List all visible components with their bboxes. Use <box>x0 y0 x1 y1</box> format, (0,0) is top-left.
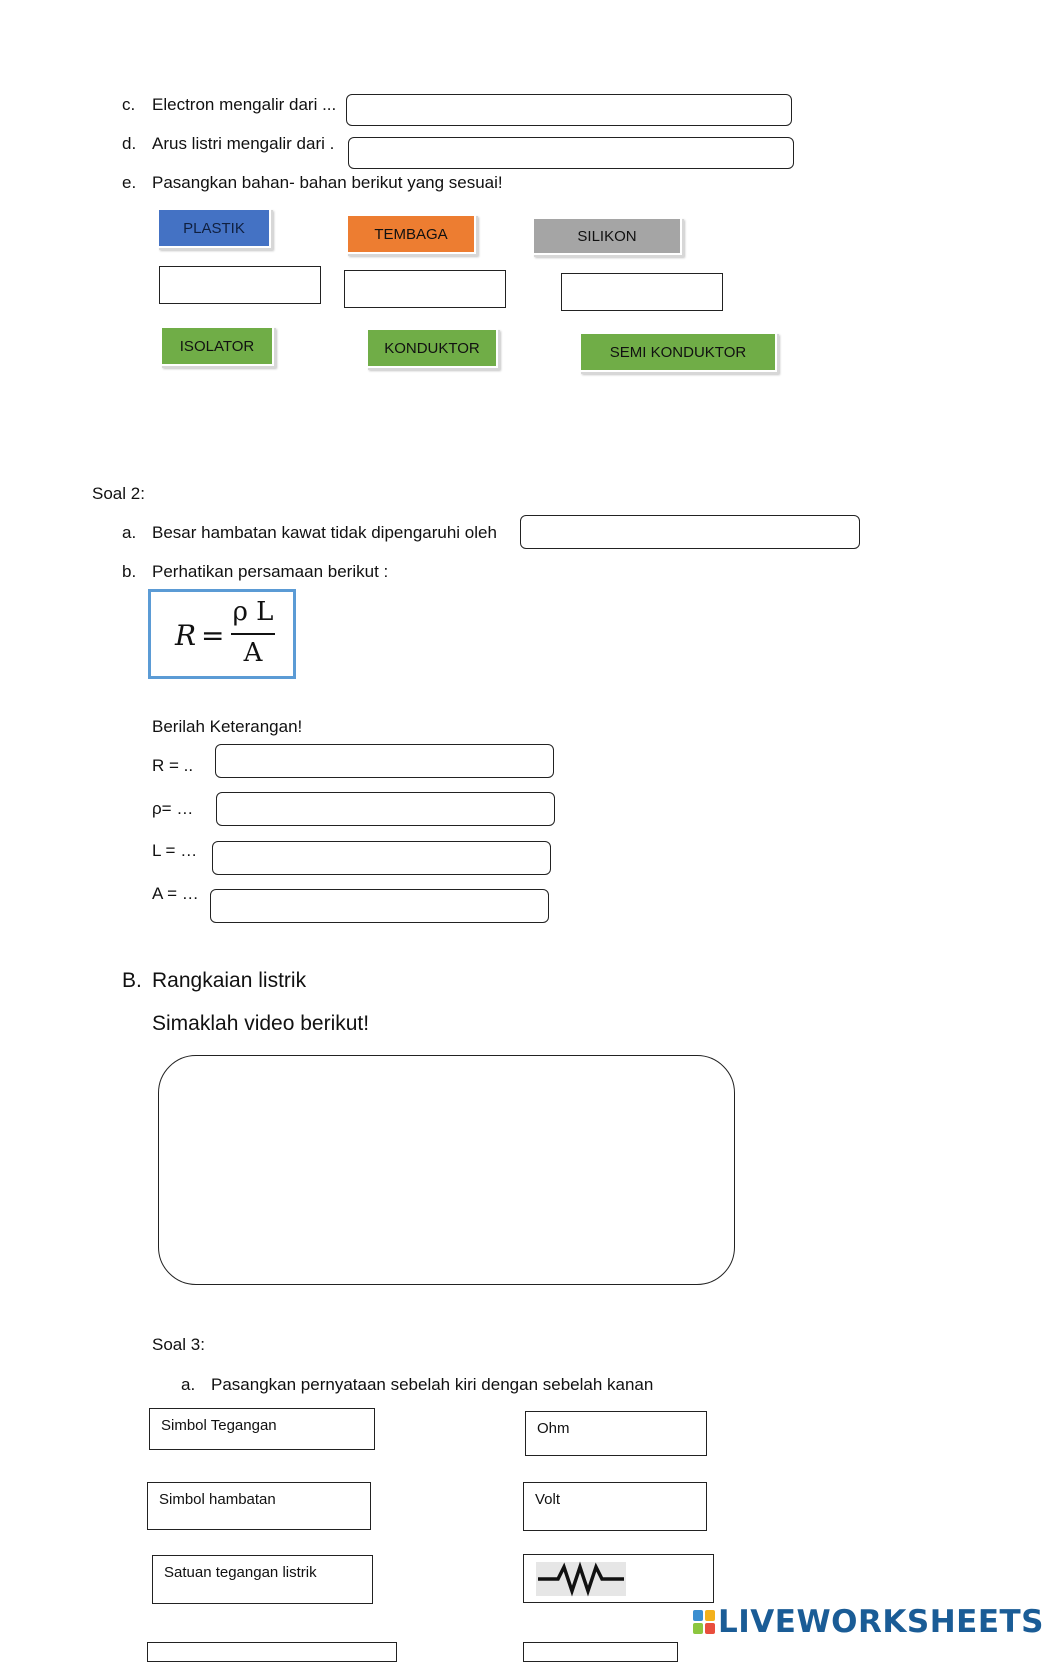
match-right-item-symbol[interactable] <box>523 1554 714 1603</box>
formula-denominator: A <box>243 638 263 668</box>
resistor-symbol-icon <box>536 1562 626 1596</box>
soal2-a-text: Besar hambatan kawat tidak dipengaruhi oleh <box>152 523 497 542</box>
soal3-a-marker: a. <box>181 1375 196 1394</box>
category-chip-semi-konduktor[interactable]: SEMI KONDUKTOR <box>579 332 777 372</box>
liveworksheets-logo-text: LIVEWORKSHEETS <box>718 1604 1044 1640</box>
soal2-a-marker: a. <box>122 523 137 542</box>
keterangan-label-a: A = … <box>152 884 199 903</box>
keterangan-label-l: L = … <box>152 841 198 860</box>
match-left-item[interactable] <box>147 1482 371 1530</box>
liveworksheets-logo <box>692 1604 1044 1640</box>
q-d-text: Arus listri mengalir dari . <box>152 134 335 153</box>
formula-lhs: R <box>175 619 197 652</box>
match-right-label: Volt <box>535 1491 561 1508</box>
keterangan-rho-input[interactable] <box>216 792 555 826</box>
match-right-item-partial[interactable] <box>523 1642 678 1662</box>
section-b-title: Rangkaian listrik <box>152 969 307 992</box>
soal3-title: Soal 3: <box>152 1335 205 1354</box>
q-c-marker: c. <box>122 95 136 114</box>
soal2-title: Soal 2: <box>92 484 145 503</box>
q-c-answer-input[interactable] <box>346 94 792 126</box>
match-left-item-partial[interactable] <box>147 1642 397 1662</box>
match-drop-box-1[interactable] <box>159 266 321 304</box>
soal3-a-text: Pasangkan pernyataan sebelah kiri dengan sebelah kanan <box>211 1375 654 1394</box>
category-chip-isolator[interactable]: ISOLATOR <box>160 326 274 366</box>
keterangan-label-rho: ρ= … <box>152 799 194 818</box>
formula-fraction-bar <box>231 633 275 635</box>
keterangan-label-r: R = .. <box>152 756 194 775</box>
keterangan-a-input[interactable] <box>210 889 549 923</box>
q-c-text: Electron mengalir dari ... <box>152 95 337 114</box>
section-b-marker: B. <box>122 969 142 992</box>
q-d-marker: d. <box>122 134 137 153</box>
match-left-label: Satuan tegangan listrik <box>164 1564 317 1581</box>
match-left-label: Simbol Tegangan <box>161 1417 277 1434</box>
formula-equals: = <box>201 619 225 652</box>
q-d-answer-input[interactable] <box>348 137 794 169</box>
match-left-item[interactable] <box>149 1408 375 1450</box>
match-right-item[interactable] <box>525 1411 707 1456</box>
category-chip-konduktor[interactable]: KONDUKTOR <box>366 328 498 368</box>
material-chip-plastik[interactable]: PLASTIK <box>157 208 271 248</box>
match-right-label: Ohm <box>537 1420 570 1437</box>
keterangan-title: Berilah Keterangan! <box>152 717 303 736</box>
formula-numerator: ρ L <box>232 597 274 627</box>
video-player-frame[interactable] <box>158 1055 735 1285</box>
material-chip-silikon[interactable]: SILIKON <box>532 217 682 255</box>
match-drop-box-2[interactable] <box>344 270 506 308</box>
match-drop-box-3[interactable] <box>561 273 723 311</box>
match-left-label: Simbol hambatan <box>159 1491 276 1508</box>
resistance-formula-box <box>148 589 296 679</box>
soal2-a-answer-input[interactable] <box>520 515 860 549</box>
keterangan-l-input[interactable] <box>212 841 551 875</box>
section-b-instruction: Simaklah video berikut! <box>152 1012 370 1035</box>
liveworksheets-logo-icon <box>692 1609 716 1635</box>
match-right-item[interactable] <box>523 1482 707 1531</box>
material-chip-tembaga[interactable]: TEMBAGA <box>346 214 476 254</box>
soal2-b-text: Perhatikan persamaan berikut : <box>152 562 389 581</box>
keterangan-r-input[interactable] <box>215 744 554 778</box>
q-e-text: Pasangkan bahan- bahan berikut yang sesuai! <box>152 173 503 192</box>
soal2-b-marker: b. <box>122 562 137 581</box>
q-e-marker: e. <box>122 173 137 192</box>
match-left-item[interactable] <box>152 1555 373 1604</box>
